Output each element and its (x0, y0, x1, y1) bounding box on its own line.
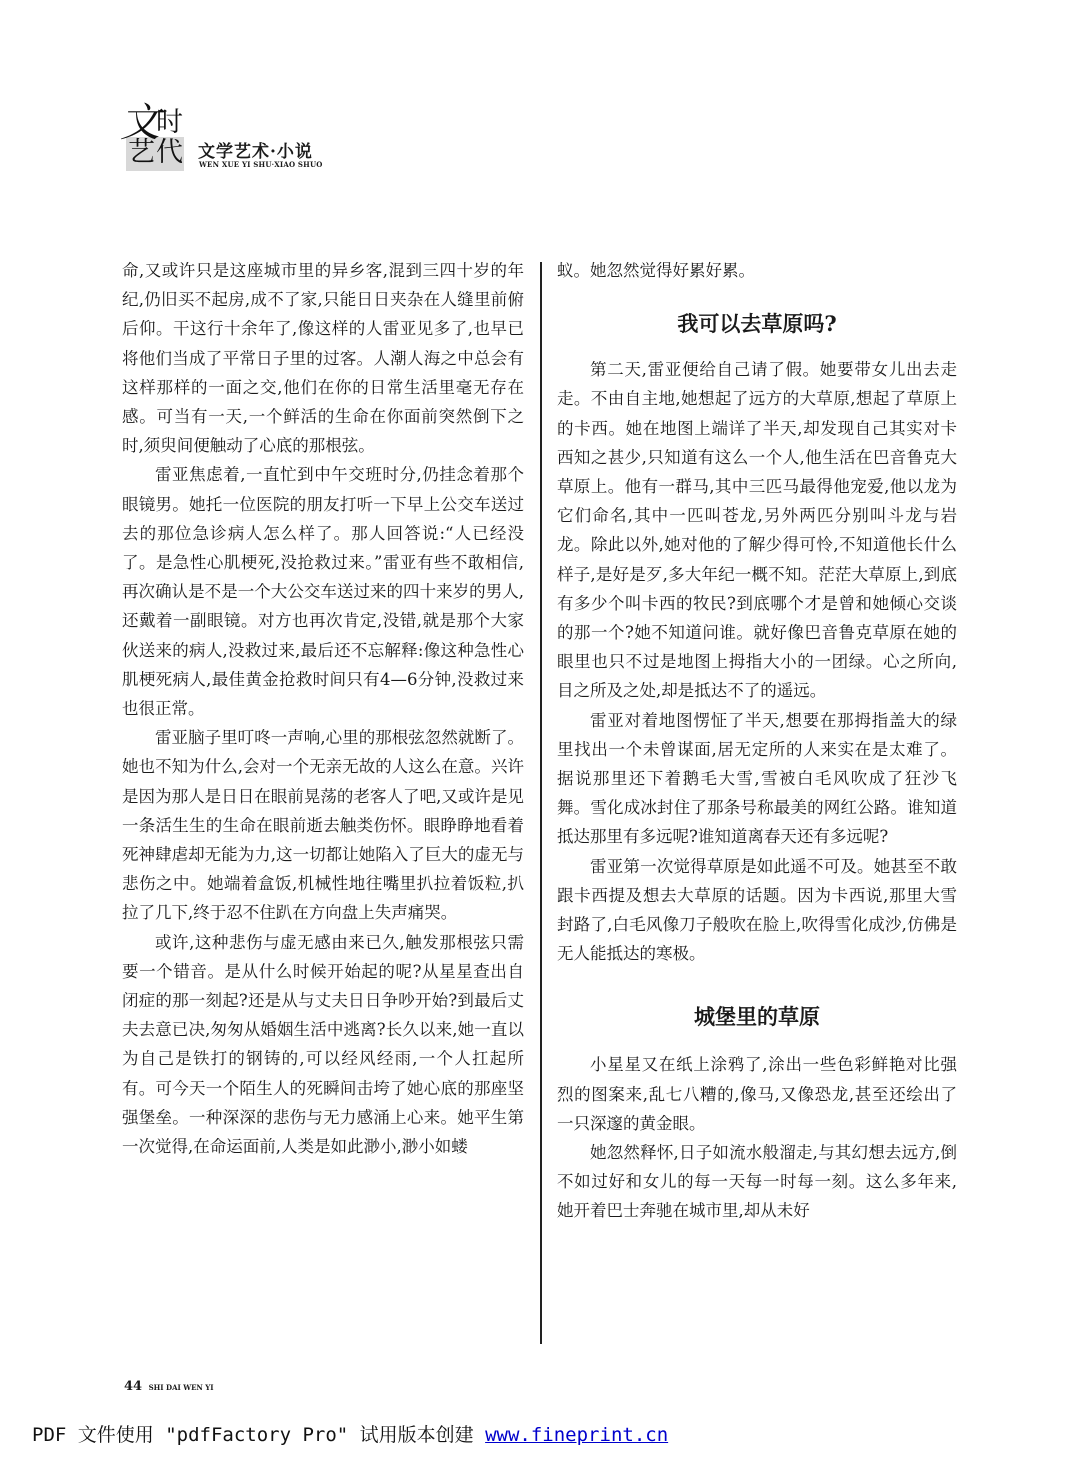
paragraph: 雷亚脑子里叮咚一声响,心里的那根弦忽然就断了。她也不知为什么,会对一个无亲无故的人这么在意。兴许是因为那人是日日在眼前晃荡的老客人了吧,又或许是见一条活生生的生命在眼前逝去触类伤怀。眼睁睁地看着死神肆虐却无能为力,这一切都让她陷入了巨大的虚无与悲伤之中。她端着盒饭,机械性地往嘴里扒拉着饭粒,扒拉了几下,终于忍不住趴在方向盘上失声痛哭。 (122, 728, 524, 923)
journal-header (118, 100, 418, 183)
publication-name: SHI DAI WEN YI (148, 1383, 214, 1392)
section-title: 文学艺术·小说 (198, 142, 313, 162)
logo-char-dai: 代 (156, 137, 183, 168)
logo-char-wen: 文 (120, 100, 160, 146)
right-column (557, 256, 957, 1226)
page-number: 44 (124, 1379, 143, 1394)
watermark-text: PDF 文件使用 "pdfFactory Pro" 试用版本创建 (32, 1424, 486, 1446)
left-column (122, 256, 524, 1161)
paragraph: 或许,这种悲伤与虚无感由来已久,触发那根弦只需要一个错音。是从什么时候开始起的呢?从星星查出自闭症的那一刻起?还是从与丈夫日日争吵开始?到最后丈夫去意已决,匆匆从婚姻生活中逃离?长久以来,她一直以为自己是铁打的钢铸的,可以经风经雨,一个人扛起所有。可今天一个陌生人的死瞬间击垮了她心底的那座坚强堡垒。一种深深的悲伤与无力感涌上心来。她平生第一次觉得,在命运面前,人类是如此渺小,渺小如蝼 (122, 932, 524, 1157)
paragraph: 她忽然释怀,日子如流水般溜走,与其幻想去远方,倒不如过好和女儿的每一天每一时每一刻。这么多年来,她开着巴士奔驰在城市里,却从未好 (557, 1143, 957, 1221)
paragraph: 雷亚焦虑着,一直忙到中午交班时分,仍挂念着那个眼镜男。她托一位医院的朋友打听一下早上公交车送过去的那位急诊病人怎么样了。那人回答说:“人已经没了。是急性心肌梗死,没抢救过来。”雷亚有些不敢相信,再次确认是不是一个大公交车送过来的四十来岁的男人,还戴着一副眼镜。对方也再次肯定,没错,就是那个大家伙送来的病人,没救过来,最后还不忘解释:像这种急性心肌梗死病人,最佳黄金抢救时间只有4—6分钟,没救过来也很正常。 (122, 465, 524, 719)
paragraph: 雷亚对着地图愣怔了半天,想要在那拇指盖大的绿里找出一个未曾谋面,居无定所的人来实在是太难了。据说那里还下着鹅毛大雪,雪被白毛风吹成了狂沙飞舞。雪化成冰封住了那条号称最美的网红公路。谁知道抵达那里有多远呢?谁知道离春天还有多远呢? (557, 710, 957, 847)
pdf-watermark (32, 1420, 668, 1447)
logo-char-yi: 艺 (128, 137, 155, 168)
section-subtitle: WEN XUE YI SHU·XIAO SHUO (199, 160, 323, 169)
section-heading: 城堡里的草原 (694, 1004, 820, 1030)
paragraph: 命,又或许只是这座城市里的异乡客,混到三四十岁的年纪,仍旧买不起房,成不了家,只能日日夹杂在人缝里前俯后仰。干这行十余年了,像这样的人雷亚见多了,也早已将他们当成了平常日子里的过客。人潮人海之中总会有这样那样的一面之交,他们在你的日常生活里毫无存在感。可当有一天,一个鲜活的生命在你面前突然倒下之时,须臾间便触动了心底的那根弦。 (122, 261, 524, 456)
paragraph: 雷亚第一次觉得草原是如此遥不可及。她甚至不敢跟卡西提及想去大草原的话题。因为卡西说,那里大雪封路了,白毛风像刀子般吹在脸上,吹得雪化成沙,仿佛是无人能抵达的寒极。 (557, 856, 957, 964)
section-heading: 我可以去草原吗? (677, 311, 837, 337)
page-footer (124, 1379, 214, 1394)
paragraph: 蚁。她忽然觉得好累好累。 (557, 261, 755, 280)
column-divider (540, 262, 542, 1344)
paragraph: 小星星又在纸上涂鸦了,涂出一些色彩鲜艳对比强烈的图案来,乱七八糟的,像马,又像恐龙,甚至还绘出了一只深邃的黄金眼。 (557, 1055, 957, 1133)
paragraph: 第二天,雷亚便给自己请了假。她要带女儿出去走走。不由自主地,她想起了远方的大草原,想起了草原上的卡西。她在地图上端详了半天,却发现自己其实对卡西知之甚少,只知道有这么一个人,他生活在巴音鲁克大草原上。他有一群马,其中三匹马最得他宠爱,他以龙为它们命名,其中一匹叫苍龙,另外两匹分别叫斗龙与岩龙。除此以外,她对他的了解少得可怜,不知道他长什么样子,是好是歹,多大年纪一概不知。茫茫大草原上,到底有多少个叫卡西的牧民?到底哪个才是曾和她倾心交谈的那一个?她不知道问谁。就好像巴音鲁克草原在她的眼里也只不过是地图上拇指大小的一团绿。心之所向,目之所及之处,却是抵达不了的遥远。 (557, 360, 957, 701)
watermark-link[interactable]: www.fineprint.cn (485, 1424, 669, 1446)
logo-char-shi: 时 (156, 107, 183, 138)
